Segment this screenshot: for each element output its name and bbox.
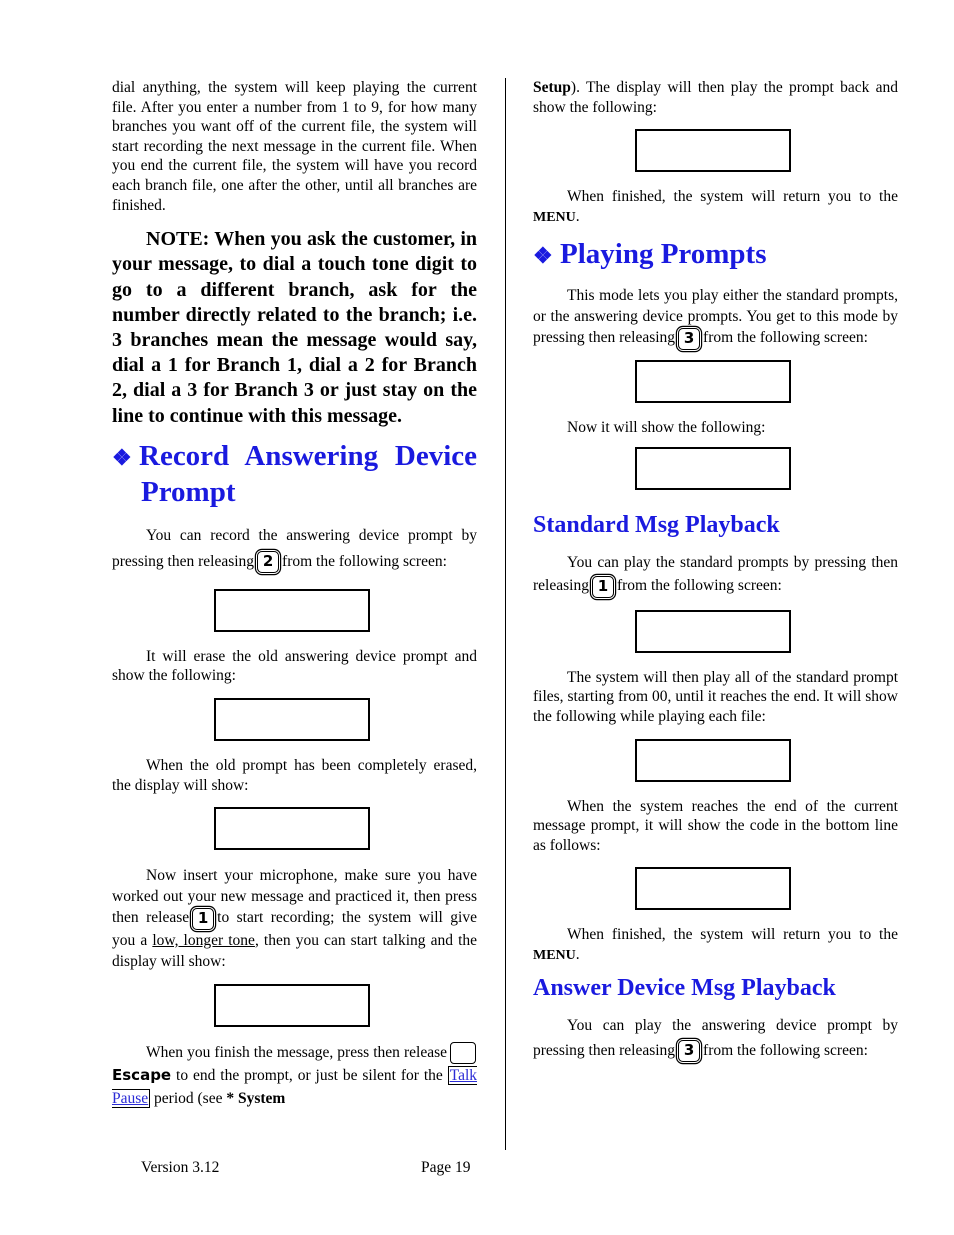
column-divider [505, 78, 506, 1150]
finish-paragraph: When you finish the message, press then releaseEscape to end the prompt, or just be silent for the Talk Pause period (see * System [112, 1043, 478, 1108]
lcd-display-screen [214, 984, 370, 1027]
escape-key-icon [450, 1042, 476, 1064]
standard-playback-paragraph: You can play the standard prompts by pressing then releasing 1 from the following screen: [533, 551, 898, 597]
lcd-display-screen [214, 807, 370, 850]
lcd-display-screen [635, 610, 791, 653]
footer-version: Version 3.12 [141, 1159, 220, 1176]
playing-prompts-paragraph: This mode lets you play either the standard prompts, or the answering device prompts. You get to this mode by pressing then releasing 3 from the following screen: [533, 285, 898, 349]
branch-note: NOTE: When you ask the customer, in your message, to dial a touch tone digit to go to a different branch, ask for the number directly related to the branch; i.e. 3 branches mean the message would say, dial a 1 for Branch 1, dial a 2 for Branch 2, dial a 3 for Branch 3 or just stay on the line to continue with this message. [112, 228, 477, 427]
now-shows-paragraph: Now it will show the following: [567, 418, 766, 436]
lcd-display-screen [635, 447, 791, 490]
answer-device-playback-paragraph: You can play the answering device prompt by pressing then releasing 3 from the following screen: [533, 1013, 898, 1063]
record-instructions: You can record the answering device prompt by pressing then releasing 2 from the following screen: [112, 523, 477, 575]
lcd-display-screen [635, 129, 791, 172]
answer-device-msg-playback-heading: Answer Device Msg Playback [533, 974, 836, 1001]
finished-paragraph: When finished, the system will return you to the MENU. [533, 188, 898, 225]
setup-continuation: Setup). The display will then play the prompt back and show the following: [533, 79, 898, 116]
finished-paragraph-2: When finished, the system will return you to the MENU. [533, 926, 898, 963]
erased-paragraph: When the old prompt has been completely erased, the display will show: [112, 756, 477, 794]
lcd-display-screen [635, 360, 791, 403]
key-1-icon: 1 [592, 576, 614, 598]
low-longer-tone: low, longer tone [152, 931, 255, 949]
talk-pause-link[interactable]: Talk Pause [112, 1067, 478, 1108]
key-2-icon: 2 [257, 551, 279, 573]
record-start-paragraph: Now insert your microphone, make sure you have worked out your new message and practiced it, then press then release 1 to start recording; the system will give you a low, longer tone, then you can start talking and the display will show: [112, 867, 478, 970]
key-3-icon: 3 [678, 328, 700, 350]
key-3-icon: 3 [678, 1040, 700, 1062]
left-column [112, 78, 477, 1110]
diamond-bullet-icon: ❖ [533, 243, 553, 269]
lcd-display-screen [635, 739, 791, 782]
footer-page-number: Page 19 [421, 1159, 471, 1176]
key-1-icon: 1 [192, 908, 214, 930]
playing-prompts-heading: ❖ Playing Prompts [533, 237, 898, 273]
intro-paragraph: dial anything, the system will keep playing the current file. After you enter a number from 1 to 9, for how many branches you want off of the current file, the system will start recording the next message in the current file. When you end the current file, the system will have you record each branch file, one after the other, until all branches are finished. [112, 79, 477, 214]
erase-paragraph: It will erase the old answering device prompt and show the following: [112, 647, 477, 685]
lcd-display-screen [214, 589, 370, 632]
lcd-display-screen [635, 867, 791, 910]
right-column [533, 78, 898, 1063]
diamond-bullet-icon: ❖ [112, 444, 132, 470]
standard-msg-playback-heading: Standard Msg Playback [533, 512, 780, 539]
lcd-display-screen [214, 698, 370, 741]
record-answering-device-heading: ❖ Record Answering Device Prompt [112, 439, 477, 508]
standard-files-paragraph: The system will then play all of the standard prompt files, starting from 00, until it reaches the end. It will show the following while playing each file: [533, 668, 898, 726]
end-of-message-paragraph: When the system reaches the end of the current message prompt, it will show the code in the bottom line as follows: [533, 797, 898, 854]
